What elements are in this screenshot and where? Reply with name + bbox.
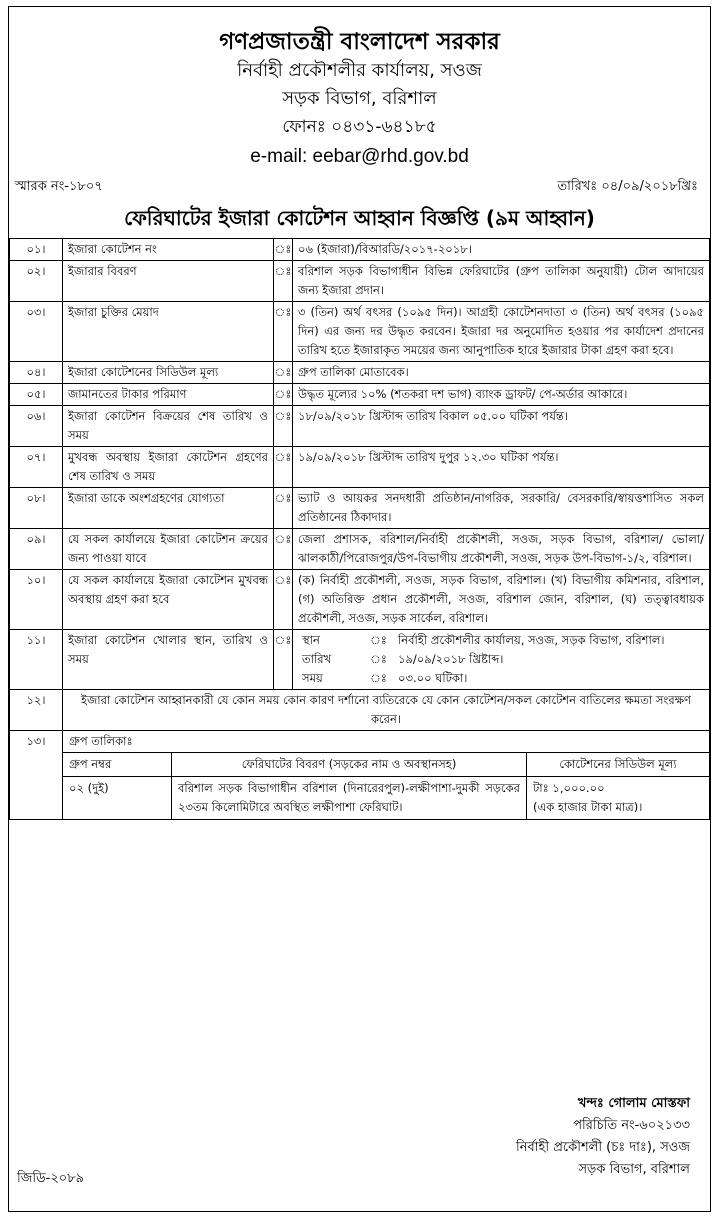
row-label: ইজারা ডাকে অংশগ্রহণের যোগ্যতা bbox=[63, 488, 274, 529]
division-name: সড়ক বিভাগ, বরিশাল bbox=[282, 88, 437, 109]
row-label: ইজারা কোটেশনের সিডিউল মূল্য bbox=[63, 362, 274, 384]
row-serial: ০২। bbox=[10, 261, 63, 302]
row-label: ইজারা কোটেশন বিক্রয়ের শেষ তারিখ ও সময় bbox=[63, 406, 274, 447]
row-value: ১৮/০৯/২০১৮ খ্রিস্টাব্দ তারিখ বিকাল ০৫.০০ ঘটিকা পর্যন্ত। bbox=[293, 406, 710, 447]
row-serial: ০৫। bbox=[10, 384, 63, 406]
row-serial: ১০। bbox=[10, 570, 63, 630]
table-row bbox=[10, 570, 710, 630]
row-serial: ০৯। bbox=[10, 529, 63, 570]
table-row bbox=[10, 239, 710, 261]
row-value: জেলা প্রশাসক, বরিশাল/নির্বাহী প্রকৌশলী, সওজ, সড়ক বিভাগ, বরিশাল/ ভোলা/ঝালকাঠী/পিরোজপুর/উপ-বিভাগীয় প্রকৌশলী, সওজ, সড়ক উপ-বিভাগ-১/২, বরিশাল। bbox=[293, 529, 710, 570]
row-serial: ০৭। bbox=[10, 447, 63, 488]
date-label: তারিখ bbox=[302, 652, 332, 666]
table-row bbox=[10, 362, 710, 384]
signatory-office: সড়ক বিভাগ, বরিশাল bbox=[578, 1162, 690, 1177]
table-row bbox=[10, 406, 710, 447]
notice-title: ফেরিঘাটের ইজারা কোটেশন আহ্বান বিজ্ঞপ্তি (৯ম আহ্বান) bbox=[124, 206, 595, 230]
row-value: ১৯/০৯/২০১৮ খ্রিস্টাব্দ তারিখ দুপুর ১২.৩০ ঘটিকা পর্যন্ত। bbox=[293, 447, 710, 488]
row-colon: ঃ bbox=[274, 406, 293, 447]
time-colon: ঃ bbox=[370, 671, 387, 685]
row-label: ইজারা কোটেশন নং bbox=[63, 239, 274, 261]
date-value: ১৯/০৯/২০১৮ খ্রিষ্টাব্দ। bbox=[398, 652, 504, 666]
row-colon: ঃ bbox=[274, 384, 293, 406]
signatory-name: খন্দঃ গোলাম মোস্তফা bbox=[577, 1096, 690, 1111]
date-colon: ঃ bbox=[370, 652, 387, 666]
memo-row bbox=[9, 177, 710, 198]
table-row bbox=[10, 447, 710, 488]
row-label: যে সকল কার্যালয়ে ইজারা কোটেশন ক্রয়ের জন্য পাওয়া যাবে bbox=[63, 529, 274, 570]
notice-table bbox=[9, 238, 710, 820]
row-colon: ঃ bbox=[274, 630, 293, 690]
row-serial: ০৪। bbox=[10, 362, 63, 384]
row-serial: ০৮। bbox=[10, 488, 63, 529]
row-colon: ঃ bbox=[274, 362, 293, 384]
table-row bbox=[10, 488, 710, 529]
table-row bbox=[10, 261, 710, 302]
row-colon: ঃ bbox=[274, 529, 293, 570]
time-value: ০৩.০০ ঘটিকা। bbox=[398, 671, 468, 685]
memo-date: তারিখঃ ০৪/০৯/২০১৮খ্রিঃ bbox=[557, 179, 698, 194]
opening-details bbox=[293, 630, 710, 690]
group-number: ০২ (দুই) bbox=[63, 777, 172, 820]
ferry-description: বরিশাল সড়ক বিভাগাধীন বরিশাল (দিনারেরপুল)-লক্ষীপাশা-দুমকী সড়কের ২৩তম কিলোমিটারে অবস্থিত লক্ষীপাশা ফেরিঘাট। bbox=[172, 777, 527, 820]
row-value: ভ্যাট ও আয়কর সনদধারী প্রতিষ্ঠান/নাগরিক, সরকারি/ বেসরকারি/স্বায়ত্তশাসিত সকল প্রতিষ্ঠানের ঠিকাদার। bbox=[293, 488, 710, 529]
place-colon: ঃ bbox=[370, 633, 387, 647]
col-header-ferry: ফেরিঘাটের বিবরণ (সড়কের নাম ও অবস্থানসহ) bbox=[172, 753, 527, 777]
office-name: নির্বাহী প্রকৌশলীর কার্যালয়, সওজ bbox=[237, 60, 482, 81]
row-colon: ঃ bbox=[274, 261, 293, 302]
phone-number: ফোনঃ ০৪৩১-৬৪১৮৫ bbox=[282, 117, 437, 137]
table-row bbox=[10, 731, 710, 820]
table-row bbox=[10, 384, 710, 406]
row-label: মুখবন্ধ অবস্থায় ইজারা কোটেশন গ্রহণের শেষ তারিখ ও সময় bbox=[63, 447, 274, 488]
signatory-id: পরিচিতি নং-৬০২১৩৩ bbox=[573, 1118, 690, 1133]
row-serial: ১১। bbox=[10, 630, 63, 690]
signatory-designation: নির্বাহী প্রকৌশলী (চঃ দাঃ), সওজ bbox=[516, 1140, 690, 1155]
row-value: ৩ (তিন) অর্থ বৎসর (১০৯৫ দিন)। আগ্রহী কোটেশনদাতা ৩ (তিন) অর্থ বৎসর (১০৯৫ দিন) এর জন্য দর উদ্ধৃত করবেন। ইজারা দর অনুমোদিত হওয়ার পর কার্যাদেশ প্রদানের তারিখ হতে ইজারাকৃত সময়ের জন্য আনুপাতিক হারে ইজারার টাকা গ্রহণ করা হবে। bbox=[293, 302, 710, 362]
row-colon: ঃ bbox=[274, 239, 293, 261]
group-list-heading: গ্রুপ তালিকাঃ bbox=[69, 734, 133, 748]
cancellation-clause: ইজারা কোটেশন আহ্বানকারী যে কোন সময় কোন কারণ দর্শানো ব্যতিরেকে যে কোন কোটেশন/সকল কোটেশন বাতিলের ক্ষমতা সংরক্ষণ করেন। bbox=[63, 690, 710, 731]
group-table bbox=[63, 752, 709, 819]
row-value: গ্রুপ তালিকা মোতাবেক। bbox=[293, 362, 710, 384]
email-address: e-mail: eebar@rhd.gov.bd bbox=[250, 146, 469, 167]
price-amount: টাঃ ১,০০০.০০ bbox=[533, 781, 605, 795]
row-serial: ০১। bbox=[10, 239, 63, 261]
table-row bbox=[10, 630, 710, 690]
govt-title: গণপ্রজাতন্ত্রী বাংলাদেশ সরকার bbox=[219, 29, 500, 55]
place-value: নির্বাহী প্রকৌশলীর কার্যালয়, সওজ, সড়ক বিভাগ, বরিশাল। bbox=[398, 633, 665, 647]
col-header-group-no: গ্রুপ নম্বর bbox=[63, 753, 172, 777]
row-colon: ঃ bbox=[274, 302, 293, 362]
row-colon: ঃ bbox=[274, 447, 293, 488]
row-serial: ১২। bbox=[10, 690, 63, 731]
table-row bbox=[10, 690, 710, 731]
row-colon: ঃ bbox=[274, 570, 293, 630]
row-label: ইজারার বিবরণ bbox=[63, 261, 274, 302]
row-label: ইজারা কোটেশন খোলার স্থান, তারিখ ও সময় bbox=[63, 630, 274, 690]
row-serial: ০৬। bbox=[10, 406, 63, 447]
row-label: ইজারা চুক্তির মেয়াদ bbox=[63, 302, 274, 362]
schedule-price bbox=[527, 777, 710, 820]
time-label: সময় bbox=[302, 671, 323, 685]
letterhead bbox=[9, 27, 710, 173]
row-value: উদ্ধৃত মূল্যের ১০% (শতকরা দশ ভাগ) ব্যাংক ড্রাফট/ পে-অর্ডার আকারে। bbox=[293, 384, 710, 406]
notice-page bbox=[8, 6, 711, 1212]
table-row bbox=[10, 302, 710, 362]
row-label: জামানতের টাকার পরিমাণ bbox=[63, 384, 274, 406]
price-in-words: (এক হাজার টাকা মাত্র)। bbox=[533, 800, 643, 814]
row-value: বরিশাল সড়ক বিভাগাধীন বিভিন্ন ফেরিঘাটের (গ্রুপ তালিকা অনুযায়ী) টোল আদায়ের জন্য ইজারা প্রদান। bbox=[293, 261, 710, 302]
row-value: ০৬ (ইজারা)/বিআরডি/২০১৭-২০১৮। bbox=[293, 239, 710, 261]
gd-number: জিডি-২০৮৯ bbox=[17, 1171, 85, 1186]
row-serial: ০৩। bbox=[10, 302, 63, 362]
row-colon: ঃ bbox=[274, 488, 293, 529]
group-list bbox=[63, 731, 710, 820]
signature-block bbox=[516, 1093, 690, 1181]
row-label: যে সকল কার্যালয়ে ইজারা কোটেশন মুখবন্ধ অবস্থায় গ্রহণ করা হবে bbox=[63, 570, 274, 630]
memo-number: স্মারক নং-১৮০৭ bbox=[15, 179, 103, 194]
row-value: (ক) নির্বাহী প্রকৌশলী, সওজ, সড়ক বিভাগ, বরিশাল। (খ) বিভাগীয় কমিশনার, বরিশাল, (গ) অতিরিক্ত প্রধান প্রকৌশলী, সওজ, বরিশাল জোন, বরিশাল, (ঘ) তত্ত্বাবধায়ক প্রকৌশলী, সওজ, সড়ক সার্কেল, বরিশাল। bbox=[293, 570, 710, 630]
table-row bbox=[10, 529, 710, 570]
place-label: স্থান bbox=[302, 633, 320, 647]
row-serial: ১৩। bbox=[10, 731, 63, 820]
col-header-price: কোটেশনের সিডিউল মূল্য bbox=[527, 753, 710, 777]
